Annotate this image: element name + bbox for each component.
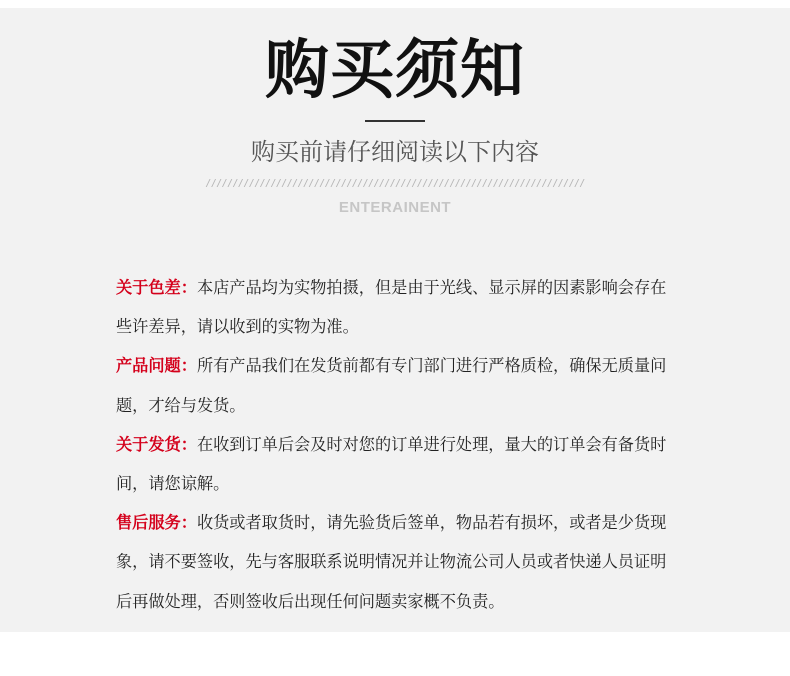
note-text: 所有产品我们在发货前都有专门部门进行严格质检，确保无质量问题，才给与发货。 xyxy=(116,356,667,415)
note-text: 在收到订单后会及时对您的订单进行处理，量大的订单会有备货时间，请您谅解。 xyxy=(116,434,667,494)
note-label: 售后服务： xyxy=(116,513,197,533)
note-color-difference xyxy=(116,268,676,346)
note-label: 产品问题： xyxy=(116,356,197,376)
note-shipping xyxy=(116,425,676,503)
note-after-sales xyxy=(116,503,676,621)
note-text: 收货或者取货时，请先验货后签单，物品若有损坏，或者是少货现象，请不要签收，先与客服联系说明情况并让物流公司人员或者快递人员证明后再做处理，否则签收后出现任何问题卖家概不负责。 xyxy=(116,513,667,611)
page-subtitle: 购买前请仔细阅读以下内容 xyxy=(251,138,539,166)
title-underline xyxy=(365,120,425,122)
brand-wordmark: ENTERAINENT xyxy=(338,199,452,216)
page-title: 购买须知 xyxy=(265,34,525,108)
notice-panel xyxy=(0,8,790,632)
decorative-slash-divider: ////////////////////////////////////////////////////////////////////// xyxy=(205,179,585,189)
note-text: 本店产品均为实物拍摄，但是由于光线、显示屏的因素影响会存在些许差异，请以收到的实物为准。 xyxy=(116,278,667,337)
note-product-quality xyxy=(116,346,676,424)
note-label: 关于色差： xyxy=(116,278,197,297)
note-label: 关于发货： xyxy=(116,434,197,454)
notice-list xyxy=(116,268,676,621)
